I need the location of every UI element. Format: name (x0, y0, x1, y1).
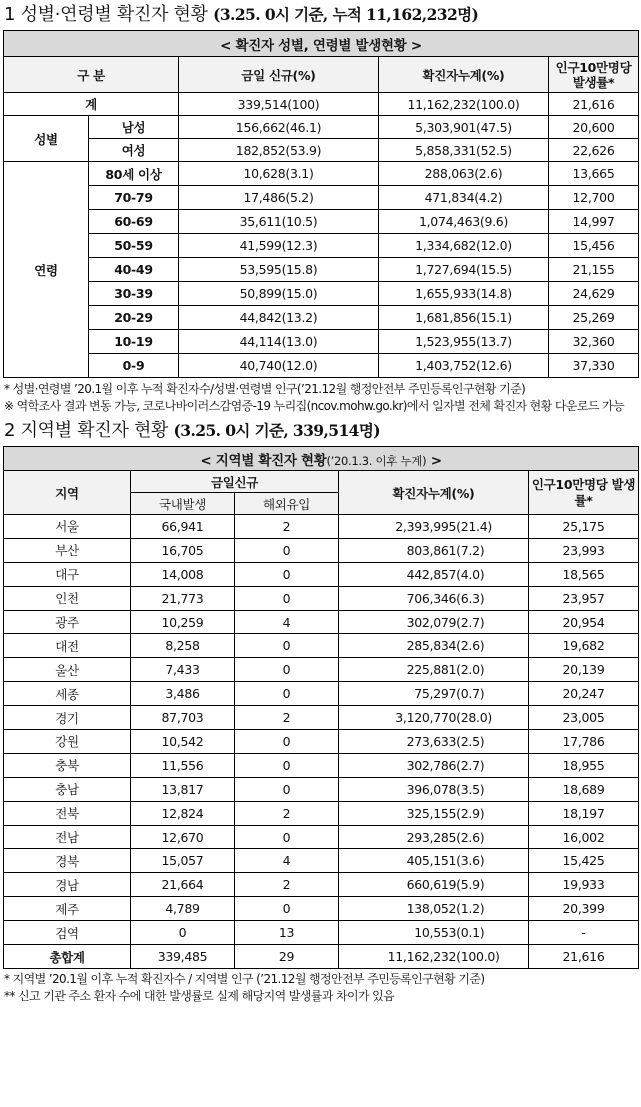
age-today: 44,114(13.0) (179, 330, 379, 354)
age-cumulative: 1,523,955(13.7) (379, 330, 549, 354)
section1-subtitle: (3.25. 0시 기준, 누적 11,162,232명) (213, 5, 479, 24)
sex-age-caption: < 확진자 성별, 연령별 발생현황 > (4, 31, 639, 57)
header-cumulative: 확진자누계(%) (339, 471, 529, 515)
overseas-count: 2 (235, 801, 339, 825)
table-row (4, 777, 639, 801)
sex-cumulative: 5,858,331(52.5) (379, 139, 549, 162)
overseas-count: 13 (235, 921, 339, 945)
rate-value: 20,399 (529, 897, 639, 921)
total-rate: 21,616 (549, 93, 639, 116)
cumulative-count: 10,553 (0.1) (339, 921, 529, 945)
section2-note: ** 신고 기관 주소 환자 수에 대한 발생률로 실제 해당지역 발생률과 차이가 있음 (4, 989, 395, 1004)
age-cumulative: 1,727,694(15.5) (379, 258, 549, 282)
overseas-count: 2 (235, 515, 339, 539)
sex-today: 182,852(53.9) (179, 139, 379, 162)
region-name: 세종 (4, 682, 131, 706)
domestic-count: 3,486 (131, 682, 235, 706)
domestic-count: 15,057 (131, 849, 235, 873)
cumulative-count: 138,052 (1.2) (339, 897, 529, 921)
total-cumulative: 11,162,232(100.0) (379, 93, 549, 116)
region-name: 서울 (4, 515, 131, 539)
region-name: 검역 (4, 921, 131, 945)
total-cumulative: 11,162,232 (100.0) (339, 945, 529, 969)
rate-value: 18,197 (529, 801, 639, 825)
overseas-count: 0 (235, 562, 339, 586)
sex-today: 156,662(46.1) (179, 116, 379, 139)
age-today: 44,842(13.2) (179, 306, 379, 330)
domestic-count: 16,705 (131, 538, 235, 562)
region-name: 대구 (4, 562, 131, 586)
rate-value: 16,002 (529, 825, 639, 849)
table-row (4, 586, 639, 610)
age-cumulative: 288,063(2.6) (379, 162, 549, 186)
cumulative-count: 302,786 (2.7) (339, 753, 529, 777)
overseas-count: 4 (235, 610, 339, 634)
region-name: 경북 (4, 849, 131, 873)
table-row (4, 682, 639, 706)
domestic-count: 12,824 (131, 801, 235, 825)
sex-age-table (3, 30, 639, 378)
rate-value: 19,682 (529, 634, 639, 658)
overseas-count: 0 (235, 658, 339, 682)
table-row (4, 897, 639, 921)
rate-value: 23,005 (529, 706, 639, 730)
section1-title: 1 성별·연령별 확진자 현황 (4, 4, 208, 25)
sex-label: 남성 (89, 116, 179, 139)
cumulative-count: 302,079 (2.7) (339, 610, 529, 634)
age-rate: 24,629 (549, 282, 639, 306)
cumulative-count: 75,297 (0.7) (339, 682, 529, 706)
domestic-count: 11,556 (131, 753, 235, 777)
age-label: 70-79 (89, 186, 179, 210)
rate-value: 20,247 (529, 682, 639, 706)
section2-subtitle: (3.25. 0시 기준, 339,514명) (173, 421, 380, 440)
age-group-label: 연령 (4, 162, 89, 378)
table-row (4, 801, 639, 825)
domestic-count: 87,703 (131, 706, 235, 730)
header-domestic: 국내발생 (131, 493, 235, 515)
age-today: 41,599(12.3) (179, 234, 379, 258)
region-caption: < 지역별 확진자 현황(’20.1.3. 이후 누계) > (4, 447, 639, 471)
domestic-count: 4,789 (131, 897, 235, 921)
header-rate: 인구10만명당 발생률* (529, 471, 639, 515)
rate-value: 19,933 (529, 873, 639, 897)
age-label: 80세 이상 (89, 162, 179, 186)
rate-value: 23,957 (529, 586, 639, 610)
age-today: 10,628(3.1) (179, 162, 379, 186)
age-label: 60-69 (89, 210, 179, 234)
table-row (4, 921, 639, 945)
age-rate: 14,997 (549, 210, 639, 234)
age-rate: 13,665 (549, 162, 639, 186)
table-row (4, 634, 639, 658)
overseas-count: 0 (235, 753, 339, 777)
section1-note: * 성별·연령별 ’20.1월 이후 누적 확진자수/성별·연령별 인구(’21.12월 행정안전부 주민등록인구현황 기준) (4, 382, 526, 396)
total-rate: 21,616 (529, 945, 639, 969)
overseas-count: 0 (235, 777, 339, 801)
region-name: 광주 (4, 610, 131, 634)
domestic-count: 13,817 (131, 777, 235, 801)
age-label: 0-9 (89, 354, 179, 378)
region-name: 충남 (4, 777, 131, 801)
overseas-count: 0 (235, 682, 339, 706)
table-row (4, 658, 639, 682)
overseas-count: 4 (235, 849, 339, 873)
overseas-count: 0 (235, 586, 339, 610)
overseas-count: 2 (235, 873, 339, 897)
table-row (4, 753, 639, 777)
total-overseas: 29 (235, 945, 339, 969)
domestic-count: 14,008 (131, 562, 235, 586)
age-today: 35,611(10.5) (179, 210, 379, 234)
cumulative-count: 660,619 (5.9) (339, 873, 529, 897)
rate-value: 15,425 (529, 849, 639, 873)
cumulative-count: 396,078 (3.5) (339, 777, 529, 801)
header-rate: 인구10만명당 발생률* (549, 57, 639, 93)
header-region: 지역 (4, 471, 131, 515)
overseas-count: 0 (235, 634, 339, 658)
total-region: 총합계 (4, 945, 131, 969)
domestic-count: 21,773 (131, 586, 235, 610)
header-cumulative: 확진자누계(%) (379, 57, 549, 93)
region-name: 강원 (4, 730, 131, 754)
age-cumulative: 1,655,933(14.8) (379, 282, 549, 306)
rate-value: 18,955 (529, 753, 639, 777)
cumulative-count: 325,155 (2.9) (339, 801, 529, 825)
sex-group-label: 성별 (4, 116, 89, 162)
region-name: 경남 (4, 873, 131, 897)
sex-rate: 22,626 (549, 139, 639, 162)
domestic-count: 66,941 (131, 515, 235, 539)
domestic-count: 12,670 (131, 825, 235, 849)
region-name: 대전 (4, 634, 131, 658)
domestic-count: 10,259 (131, 610, 235, 634)
region-name: 전남 (4, 825, 131, 849)
section1-heading (0, 0, 641, 30)
age-cumulative: 1,403,752(12.6) (379, 354, 549, 378)
region-name: 전북 (4, 801, 131, 825)
table-row (4, 873, 639, 897)
overseas-count: 0 (235, 730, 339, 754)
cumulative-count: 225,881 (2.0) (339, 658, 529, 682)
domestic-count: 7,433 (131, 658, 235, 682)
age-today: 40,740(12.0) (179, 354, 379, 378)
rate-value: 18,565 (529, 562, 639, 586)
total-today: 339,514(100) (179, 93, 379, 116)
cumulative-count: 2,393,995 (21.4) (339, 515, 529, 539)
domestic-count: 0 (131, 921, 235, 945)
age-today: 53,595(15.8) (179, 258, 379, 282)
age-rate: 15,456 (549, 234, 639, 258)
header-overseas: 해외유입 (235, 493, 339, 515)
region-table (3, 446, 639, 969)
domestic-count: 21,664 (131, 873, 235, 897)
age-rate: 32,360 (549, 330, 639, 354)
overseas-count: 0 (235, 538, 339, 562)
sex-rate: 20,600 (549, 116, 639, 139)
header-today-new: 금일신규 (131, 471, 339, 493)
rate-value: 18,689 (529, 777, 639, 801)
table-row (4, 562, 639, 586)
total-label: 계 (4, 93, 179, 116)
region-name: 부산 (4, 538, 131, 562)
rate-value: 20,954 (529, 610, 639, 634)
rate-value: - (529, 921, 639, 945)
section2-title: 2 지역별 확진자 현황 (4, 420, 169, 441)
overseas-count: 0 (235, 825, 339, 849)
section2-note: * 지역별 ’20.1월 이후 누적 확진자수 / 지역별 인구 (’21.12월 행정안전부 주민등록인구현황 기준) (4, 972, 485, 987)
header-division: 구 분 (4, 57, 179, 93)
age-cumulative: 1,074,463(9.6) (379, 210, 549, 234)
cumulative-count: 3,120,770 (28.0) (339, 706, 529, 730)
region-name: 울산 (4, 658, 131, 682)
age-rate: 21,155 (549, 258, 639, 282)
rate-value: 17,786 (529, 730, 639, 754)
sex-label: 여성 (89, 139, 179, 162)
age-label: 20-29 (89, 306, 179, 330)
cumulative-count: 442,857 (4.0) (339, 562, 529, 586)
overseas-count: 0 (235, 897, 339, 921)
cumulative-count: 293,285 (2.6) (339, 825, 529, 849)
age-rate: 37,330 (549, 354, 639, 378)
rate-value: 25,175 (529, 515, 639, 539)
age-label: 30-39 (89, 282, 179, 306)
cumulative-count: 803,861 (7.2) (339, 538, 529, 562)
section2-heading (0, 416, 641, 446)
header-today: 금일 신규(%) (179, 57, 379, 93)
table-row (4, 706, 639, 730)
age-rate: 25,269 (549, 306, 639, 330)
region-name: 충북 (4, 753, 131, 777)
cumulative-count: 285,834 (2.6) (339, 634, 529, 658)
table-row (4, 515, 639, 539)
total-domestic: 339,485 (131, 945, 235, 969)
age-label: 50-59 (89, 234, 179, 258)
age-rate: 12,700 (549, 186, 639, 210)
age-cumulative: 471,834(4.2) (379, 186, 549, 210)
table-row (4, 610, 639, 634)
rate-value: 23,993 (529, 538, 639, 562)
overseas-count: 2 (235, 706, 339, 730)
table-row (4, 730, 639, 754)
region-name: 인천 (4, 586, 131, 610)
sex-cumulative: 5,303,901(47.5) (379, 116, 549, 139)
domestic-count: 10,542 (131, 730, 235, 754)
domestic-count: 8,258 (131, 634, 235, 658)
cumulative-count: 405,151 (3.6) (339, 849, 529, 873)
table-row (4, 538, 639, 562)
age-label: 40-49 (89, 258, 179, 282)
age-today: 50,899(15.0) (179, 282, 379, 306)
rate-value: 20,139 (529, 658, 639, 682)
age-cumulative: 1,334,682(12.0) (379, 234, 549, 258)
cumulative-count: 273,633 (2.5) (339, 730, 529, 754)
table-row (4, 825, 639, 849)
cumulative-count: 706,346 (6.3) (339, 586, 529, 610)
age-label: 10-19 (89, 330, 179, 354)
age-cumulative: 1,681,856(15.1) (379, 306, 549, 330)
region-name: 제주 (4, 897, 131, 921)
region-name: 경기 (4, 706, 131, 730)
table-row (4, 849, 639, 873)
section1-note: ※ 역학조사 결과 변동 가능, 코로나바이러스감염증-19 누리집(ncov.mohw.go.kr)에서 일자별 전체 확진자 현황 다운로드 가능 (4, 399, 625, 413)
age-today: 17,486(5.2) (179, 186, 379, 210)
